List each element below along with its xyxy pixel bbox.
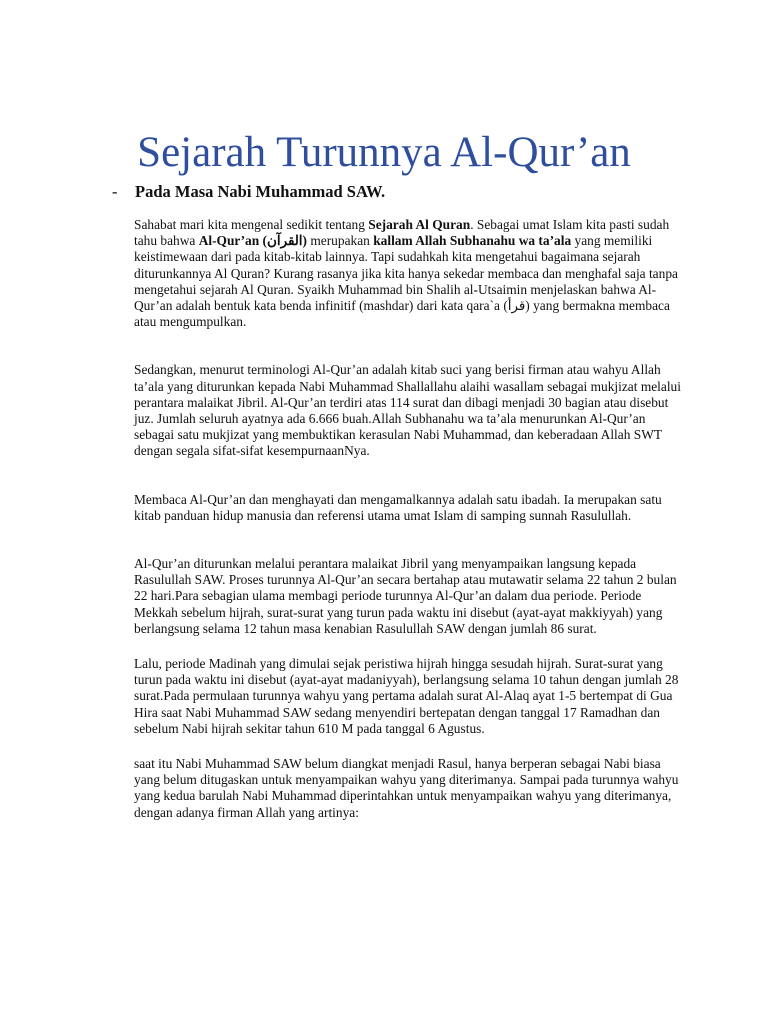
paragraph-text: merupakan [307,233,374,249]
paragraph-text: . Sebagai umat Islam kita pasti sudah tahu bahwa [134,217,670,249]
paragraph-intro [134,217,686,330]
section-heading-text: Pada Masa Nabi Muhammad SAW. [135,182,386,201]
paragraph-terminology: Sedangkan, menurut terminologi Al-Qur’an adalah kitab suci yang berisi firman atau wahyu Allah ta’ala yang diturunkan kepada Nabi Muhammad Shallallahu alaihi wasallam sebagai mukjizat melalui perantara malaikat Jibril. Al-Qur’an terdiri atas 114 surat dan dibagi menjadi 30 bagian atau disebut juz. Jumlah seluruh ayatnya ada 6.666 buah.Allah Subhanahu wa ta’ala menurunkan Al-Qur’an sebagai satu mukjizat yang membuktikan kerasulan Nabi Muhammad, dan keberadaan Allah SWT dengan segala sifat-sifat kesempurnaanNya. [134,362,681,459]
bold-phrase: Al-Qur’an (القرآن) [198,233,308,249]
paragraph-revelation: Al-Qur’an diturunkan melalui perantara malaikat Jibril yang menyampaikan langsung kepada Rasulullah SAW. Proses turunnya Al-Qur’an secara bertahap atau mutawatir selama 22 tahun 2 bulan 22 hari.Para sebagian ulama membagi periode turunnya Al-Qur’an dalam dua periode. Periode Mekkah sebelum hijrah, surat-surat yang turun pada waktu ini disebut (ayat-ayat makkiyyah) yang berlangsung selama 12 tahun masa kenabian Rasulullah SAW dengan jumlah 86 surat. [134,556,677,636]
page-title: Sejarah Turunnya Al-Qur’an [137,128,631,176]
section-heading [112,181,672,203]
document-body [134,217,686,837]
list-bullet: - [112,182,118,201]
bold-phrase: kallam Allah Subhanahu wa ta’ala [373,233,572,249]
paragraph-ibadah: Membaca Al-Qur’an dan menghayati dan mengamalkannya adalah satu ibadah. Ia merupakan satu kitab panduan hidup manusia dan referensi utama umat Islam di samping sunnah Rasulullah. [134,491,662,523]
paragraph-text: yang memiliki keistimewaan dari pada kitab-kitab lainnya. Tapi sudahkah kita mengetahui bagaimana sejarah diturunkannya Al Quran? Kurang rasanya jika kita hanya sekedar membaca dan menghafal saja tanpa mengetahui sejarah Al Quran. Syaikh Muhammad bin Shalih al-Utsaimin menjelaskan bahwa Al-Qur’an adalah bentuk kata benda infinitif (mashdar) dari kata qara`a (قرأ) yang bermakna membaca atau mengumpulkan. [134,233,678,330]
paragraph-madinah: Lalu, periode Madinah yang dimulai sejak peristiwa hijrah hingga sesudah hijrah. Surat-surat yang turun pada waktu ini disebut (ayat-ayat madaniyyah), berlangsung selama 10 tahun dengan jumlah 28 surat.Pada permulaan turunnya wahyu yang pertama adalah surat Al-Alaq ayat 1-5 bertempat di Gua Hira saat Nabi Muhammad SAW sedang menyendiri bertepatan dengan tanggal 17 Ramadhan dan sebelum Nabi hijrah sekitar tahun 610 M pada tanggal 6 Agustus. [134,656,679,736]
paragraph-rasul: saat itu Nabi Muhammad SAW belum diangkat menjadi Rasul, hanya berperan sebagai Nabi biasa yang belum ditugaskan untuk menyampaikan wahyu yang diterimanya. Sampai pada turunnya wahyu yang kedua barulah Nabi Muhammad diperintahkan untuk menyampaikan wahyu yang diterimanya, dengan adanya firman Allah yang artinya: [134,756,679,820]
paragraph-text: Sahabat mari kita mengenal sedikit tentang [134,217,369,232]
bold-phrase: Sejarah Al Quran [368,217,471,232]
